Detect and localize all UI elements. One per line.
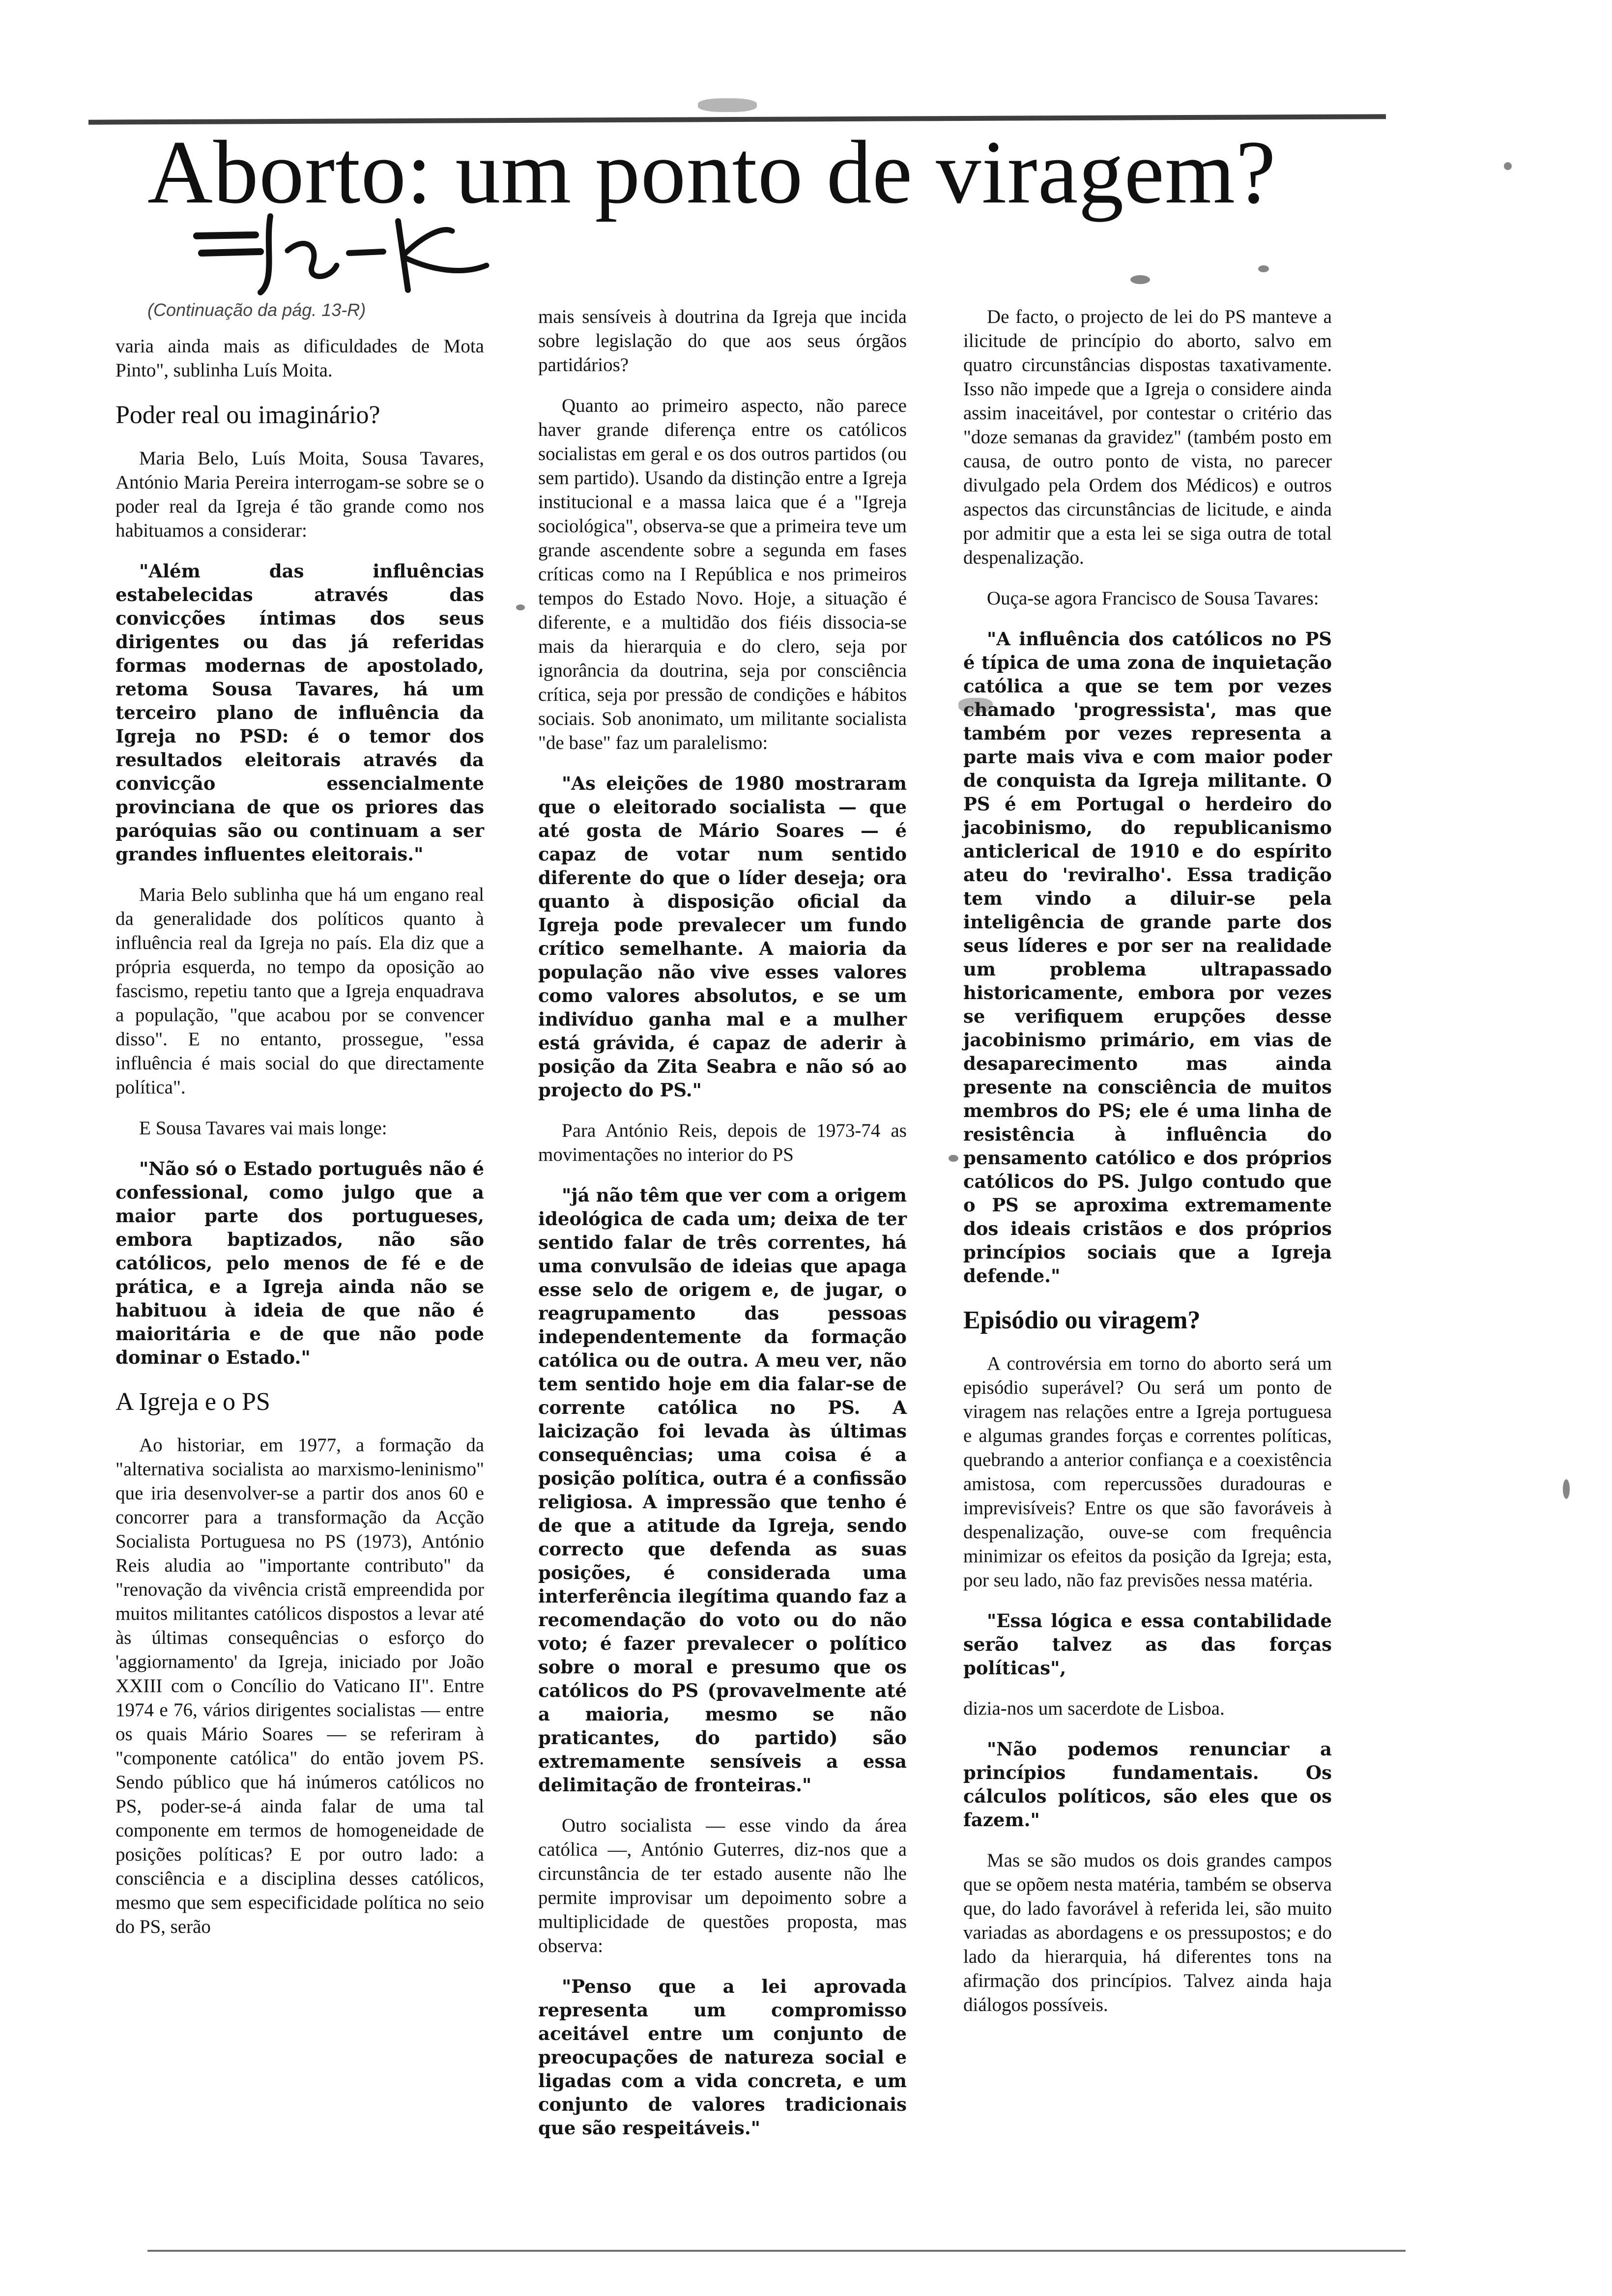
col3-paragraph: De facto, o projecto de lei do PS manteve a ilicitude de princípio do aborto, salvo em quatro circunstâncias dispostas taxativamente. Isso não impede que a Igreja o considere ainda assim inaceitável, por contestar o critério das "doze semanas da gravidez" (também posto em causa, de outro ponto de vista, no parecer divulgado pela Ordem dos Médicos) e outros aspectos das circunstâncias de licitude, e ainda por admitir que a esta lei se siga outra de total despenalização.: [963, 306, 1332, 568]
col3-paragraph: Ouça-se agora Francisco de Sousa Tavares:: [987, 588, 1319, 609]
col1-paragraph: Maria Belo sublinha que há um engano real da generalidade dos políticos quanto à influência real da Igreja no país. Ela diz que a própria esquerda, no tempo da oposição ao fascismo, repetiu tanto que a Igreja enquadrava a população, "que acabou por se convencer disso". E no entanto, prossegue, "essa influência é mais social do que directamente política".: [115, 884, 484, 1098]
col1-paragraph: Ao historiar, em 1977, a formação da "alternativa socialista ao marxismo-leninismo" que iria desenvolver-se a partir dos anos 60 e concorrer para a transformação da Acção Socialista Portuguesa no PS (1973), António Reis aludia ao "importante contributo" da "renovação da vivência cristã empreendida por muitos militantes católicos dispostos a levar até às últimas consequências o esforço do 'aggiornamento' da Igreja, iniciado por João XXIII com o Concílio do Vaticano II". Entre 1974 e 76, vários dirigentes socialistas — entre os quais Mário Soares — se referiram à "componente católica" do então jovem PS. Sendo público que há inúmeros católicos no PS, poder-se-á ainda falar de uma tal componente em termos de homogeneidade de posições políticas? E por outro lado: a consciência e a disciplina desses católicos, mesmo que sem especificidade política no seio do PS, serão: [115, 1435, 484, 1937]
col3-quote: "A influência dos católicos no PS é típica de uma zona de inquietação católica a que se tem por vezes chamado 'progressista', mas que também por vezes representa a parte mais viva e com maior poder de conquista da Igreja militante. O PS é em Portugal o herdeiro do jacobinismo, do republicanismo anticlerical de 1910 e do espírito ateu do 'reviralho'. Essa tradição tem vindo a diluir-se pela inteligência de grande parte dos seus líderes e por ser na realidade um problema ultrapassado historicamente, embora por vezes se verifiquem erupções desse jacobinismo primário, em vias de desaparecimento mas ainda presente na consciência de muitos membros do PS; ele é uma linha de resistência à influência do pensamento católico e dos próprios católicos do PS. Julgo contudo que o PS se aproxima extremamente dos ideais cristãos e dos próprios princípios sociais que a Igreja defende.": [963, 628, 1332, 1287]
col2-quote: "As eleições de 1980 mostraram que o eleitorado socialista — que até gosta de Mário Soares — é capaz de votar num sentido diferente do que o líder deseja; ora quanto à disposição oficial da Igreja pode prevalecer um fundo crítico semelhante. A maioria da população não vive esses valores como valores absolutos, e se um indivíduo ganha mal e a mulher está grávida, é capaz de aderir à posição da Zita Seabra e não só ao projecto do PS.": [538, 773, 907, 1101]
column-2: [538, 305, 907, 2156]
col3-quote: "Não podemos renunciar a princípios fundamentais. Os cálculos políticos, são eles que os fazem.": [963, 1738, 1332, 1831]
scan-smudge: [698, 98, 757, 112]
col2-paragraph: Para António Reis, depois de 1973-74 as movimentações no interior do PS: [538, 1120, 907, 1165]
bottom-scan-rule: [147, 2250, 1406, 2252]
scan-speck: [1563, 1479, 1570, 1499]
col1-quote: "Não só o Estado português não é confessional, como julgo que a maior parte dos portugueses, embora baptizados, não são católicos, pelo menos de fé e de prática, e a Igreja ainda não se habituou à ideia de que não é maioritária e de que não pode dominar o Estado.": [115, 1158, 484, 1368]
col1-quote: "Além das influências estabelecidas através das convicções íntimas dos seus dirigentes ou das já referidas formas modernas de apostolado, retoma Sousa Tavares, há um terceiro plano de influência da Igreja no PSD: é o temor dos resultados eleitorais através da convicção essencialmente provinciana de que os priores das paróquias são ou continuam a ser grandes influentes eleitorais.": [115, 560, 484, 865]
column-1: [115, 334, 484, 1955]
scan-speck: [1504, 162, 1512, 170]
col3-paragraph: A controvérsia em torno do aborto será um episódio superável? Ou será um ponto de viragem nas relações entre a Igreja portuguesa e algumas grandes forças e correntes políticas, quebrando a anterior confiança e a coexistência amistosa, com repercussões duradouras e imprevisíveis? Entre os que são favoráveis à despenalização, ouve-se com frequência minimizar os efeitos da posição da Igreja; esta, por seu lado, não faz previsões nessa matéria.: [963, 1353, 1332, 1591]
col2-quote: "já não têm que ver com a origem ideológica de cada um; deixa de ter sentido falar de três correntes, há uma convulsão de ideias que apaga esse selo de origem e, de jugar, o reagrupamento das pessoas independentemente da formação católica ou de outra. A meu ver, não tem sentido hoje em dia falar-se de corrente católica no PS. A laicização foi levada às últimas consequências; uma coisa é a posição política, outra é a confissão religiosa. A impressão que tenho é de que a atitude da Igreja, sendo correcto que defenda as suas posições, é considerada uma interferência ilegítima quando faz a recomendação do voto ou do não voto; é fazer prevalecer o político sobre o moral e presumo que os católicos do PS (provavelmente até a maioria, mesmo se não praticantes, do partido) são extremamente sensíveis a essa delimitação de fronteiras.": [538, 1184, 907, 1796]
col3-paragraph: Mas se são mudos os dois grandes campos que se opõem nesta matéria, também se observa que, do lado favorável à referida lei, são muito variadas as abordagens e os pressupostos; e do lado da hierarquia, há diferentes tons na afirmação dos princípios. Talvez ainda haja diálogos possíveis.: [963, 1850, 1332, 2015]
scan-speck: [949, 1155, 958, 1162]
subheading-igreja-ps: A Igreja e o PS: [115, 1388, 270, 1416]
col1-paragraph: E Sousa Tavares vai mais longe:: [139, 1118, 387, 1139]
continued-from-note: (Continuação da pág. 13-R): [147, 300, 366, 320]
headline: Aborto: um ponto de viragem?: [147, 122, 1276, 222]
col1-paragraph: varia ainda mais as dificuldades de Mota Pinto", sublinha Luís Moita.: [115, 336, 484, 381]
col2-paragraph: mais sensíveis à doutrina da Igreja que incida sobre legislação do que aos seus órgãos partidários?: [538, 306, 907, 375]
scan-smudge: [958, 698, 993, 713]
column-3: [963, 305, 1332, 2034]
subheading-poder-real: Poder real ou imaginário?: [115, 401, 380, 429]
scan-speck: [1130, 275, 1150, 284]
handwritten-annotation: [187, 206, 491, 300]
col2-paragraph: Outro socialista — esse vindo da área católica —, António Guterres, diz-nos que a circunstância de ter estado ausente não lhe permite improvisar um depoimento sobre a multiplicidade de questões proposta, mas observa:: [538, 1815, 907, 1956]
subheading-episodio: Episódio ou viragem?: [963, 1306, 1201, 1334]
col3-quote: "Essa lógica e essa contabilidade serão talvez as das forças políticas",: [963, 1610, 1332, 1679]
col1-paragraph: Maria Belo, Luís Moita, Sousa Tavares, António Maria Pereira interrogam-se sobre se o poder real da Igreja é tão grande como nos habituamos a considerar:: [115, 448, 484, 541]
scan-speck: [516, 604, 525, 610]
col2-paragraph: Quanto ao primeiro aspecto, não parece haver grande diferença entre os católicos socialistas em geral e os dos outros partidos (ou sem partido). Usando da distinção entre a Igreja institucional e a massa laica que é a "Igreja sociológica", observa-se que a primeira teve um grande ascendente sobre a segunda em fases críticas como na I República e nos primeiros tempos do Estado Novo. Hoje, a situação é diferente, e a multidão dos fiéis dissocia-se mais da hierarquia e do clero, seja por ignorância da doutrina, seja por consciência crítica, seja por pressão de condições e hábitos sociais. Sob anonimato, um militante socialista "de base" faz um paralelismo:: [538, 395, 907, 753]
col2-quote: "Penso que a lei aprovada representa um compromisso aceitável entre um conjunto de preocupações de natureza social e ligadas com a vida concreta, e um conjunto de valores tradicionais que são respeitáveis.": [538, 1976, 907, 2139]
col3-paragraph: dizia-nos um sacerdote de Lisboa.: [963, 1698, 1225, 1719]
scan-speck: [1258, 265, 1269, 272]
